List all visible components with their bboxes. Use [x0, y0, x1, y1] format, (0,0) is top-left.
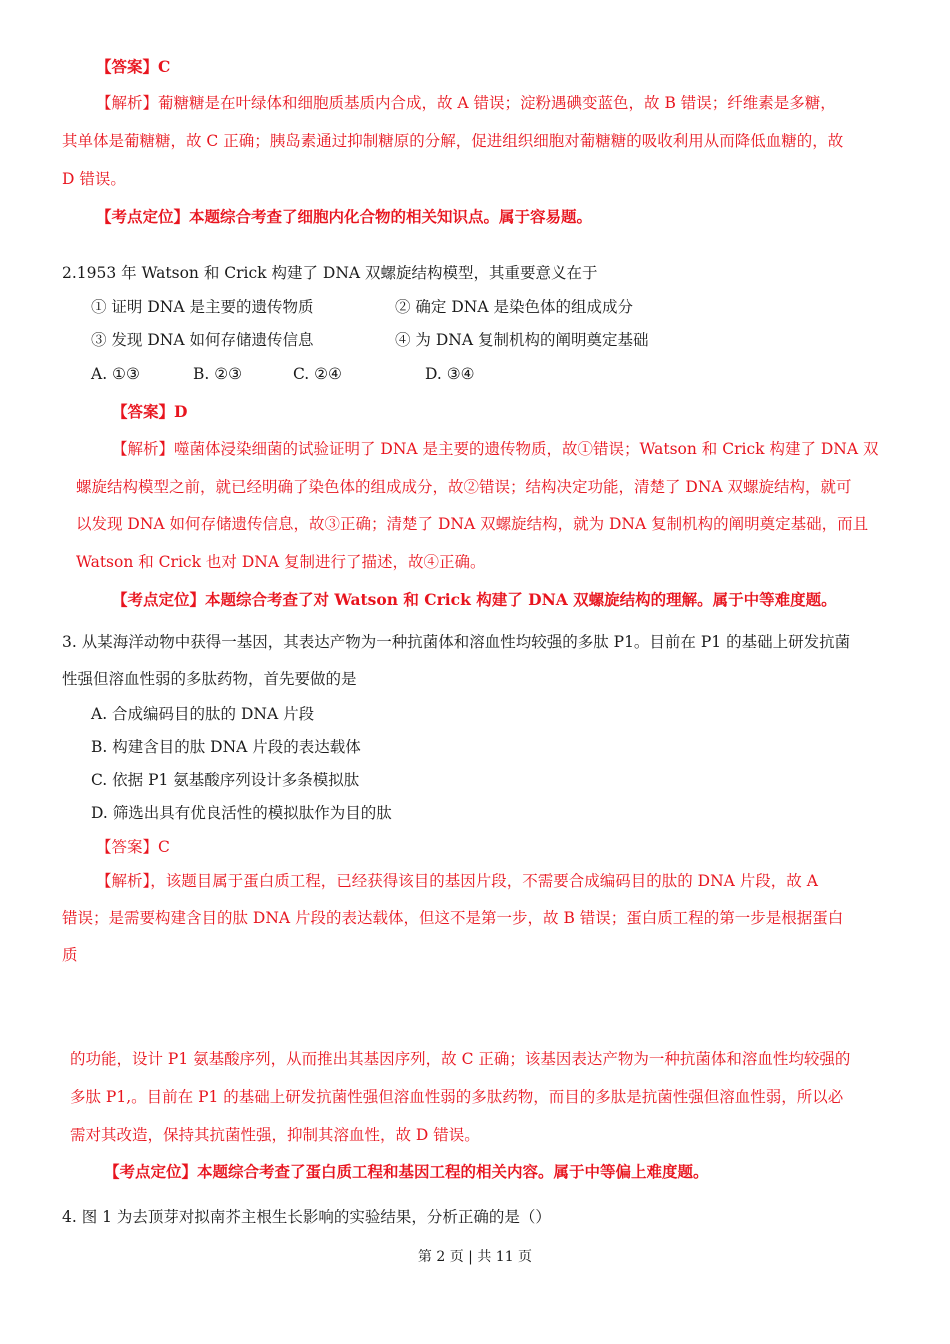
q2-analysis-line-2: 螺旋结构模型之前，就已经明确了染色体的组成成分，故②错误；结构决定功能，清楚了 DNA 双螺旋结构，就可: [76, 478, 852, 496]
q1-point: 【考点定位】本题综合考查了细胞内化合物的相关知识点。属于容易题。: [96, 207, 593, 226]
q1-answer: 【答案】C: [96, 57, 171, 76]
q3-analysis-line-6: 需对其改造，保持其抗菌性强，抑制其溶血性，故 D 错误。: [70, 1126, 480, 1144]
q2-item-3: ③ 发现 DNA 如何存储遗传信息: [91, 331, 314, 349]
q3-option-b: B. 构建含目的肽 DNA 片段的表达载体: [91, 738, 361, 756]
q2-analysis-line-3: 以发现 DNA 如何存储遗传信息，故③正确；清楚了 DNA 双螺旋结构，就为 DNA 复制机构的阐明奠定基础，而且: [76, 515, 869, 533]
q2-analysis-line-4: Watson 和 Crick 也对 DNA 复制进行了描述，故④正确。: [76, 553, 486, 571]
q2-choice-d: D. ③④: [425, 365, 475, 383]
q2-item-4: ④ 为 DNA 复制机构的阐明奠定基础: [395, 331, 649, 349]
q2-choice-b: B. ②③: [193, 365, 243, 383]
q3-analysis-line-1: 【解析】，该题目属于蛋白质工程，已经获得该目的基因片段，不需要合成编码目的肽的 DNA 片段，故 A: [96, 872, 818, 890]
q1-analysis-line-1: 【解析】葡糖糖是在叶绿体和细胞质基质内合成，故 A 错误；淀粉遇碘变蓝色，故 B 错误；纤维素是多糖，: [96, 94, 836, 112]
q3-stem-line-1: 3. 从某海洋动物中获得一基因，其表达产物为一种抗菌体和溶血性均较强的多肽 P1。目前在 P1 的基础上研发抗菌: [62, 633, 851, 651]
q3-analysis-line-3: 质: [62, 946, 78, 964]
q2-analysis-line-1: 【解析】噬菌体浸染细菌的试验证明了 DNA 是主要的遗传物质，故①错误；Watson 和 Crick 构建了 DNA 双: [112, 440, 879, 458]
q2-item-2: ② 确定 DNA 是染色体的组成成分: [395, 298, 633, 316]
q2-stem: 2.1953 年 Watson 和 Crick 构建了 DNA 双螺旋结构模型，其重要意义在于: [62, 264, 598, 282]
q3-analysis-line-2: 错误；是需要构建含目的肽 DNA 片段的表达载体，但这不是第一步，故 B 错误；蛋白质工程的第一步是根据蛋白: [62, 909, 844, 927]
q4-stem: 4. 图 1 为去顶芽对拟南芥主根生长影响的实验结果，分析正确的是（）: [62, 1208, 551, 1226]
q2-choice-c: C. ②④: [293, 365, 342, 383]
q3-stem-line-2: 性强但溶血性弱的多肽药物，首先要做的是: [62, 670, 357, 688]
q3-answer: 【答案】C: [96, 838, 170, 856]
q3-option-a: A. 合成编码目的肽的 DNA 片段: [91, 705, 315, 723]
q3-analysis-line-4: 的功能，设计 P1 氨基酸序列，从而推出其基因序列，故 C 正确；该基因表达产物为一种抗菌体和溶血性均较强的: [70, 1050, 851, 1068]
page-footer: 第 2 页 | 共 11 页: [417, 1249, 533, 1265]
q3-analysis-line-5: 多肽 P1,。目前在 P1 的基础上研发抗菌性强但溶血性弱的多肽药物，而目的多肽是抗菌性强但溶血性弱，所以必: [70, 1088, 844, 1106]
q1-analysis-line-3: D 错误。: [62, 170, 126, 188]
q2-point: 【考点定位】本题综合考查了对 Watson 和 Crick 构建了 DNA 双螺旋结构的理解。属于中等难度题。: [112, 590, 837, 609]
q3-point: 【考点定位】本题综合考查了蛋白质工程和基因工程的相关内容。属于中等偏上难度题。: [104, 1162, 709, 1181]
q2-choice-a: A. ①③: [91, 365, 140, 383]
q3-option-d: D. 筛选出具有优良活性的模拟肽作为目的肽: [91, 804, 392, 822]
q1-analysis-line-2: 其单体是葡糖糖，故 C 正确；胰岛素通过抑制糖原的分解，促进组织细胞对葡糖糖的吸收利用从而降低血糖的，故: [62, 132, 844, 150]
q3-option-c: C. 依据 P1 氨基酸序列设计多条模拟肽: [91, 771, 360, 789]
q2-answer: 【答案】D: [112, 402, 188, 421]
q2-item-1: ① 证明 DNA 是主要的遗传物质: [91, 298, 314, 316]
